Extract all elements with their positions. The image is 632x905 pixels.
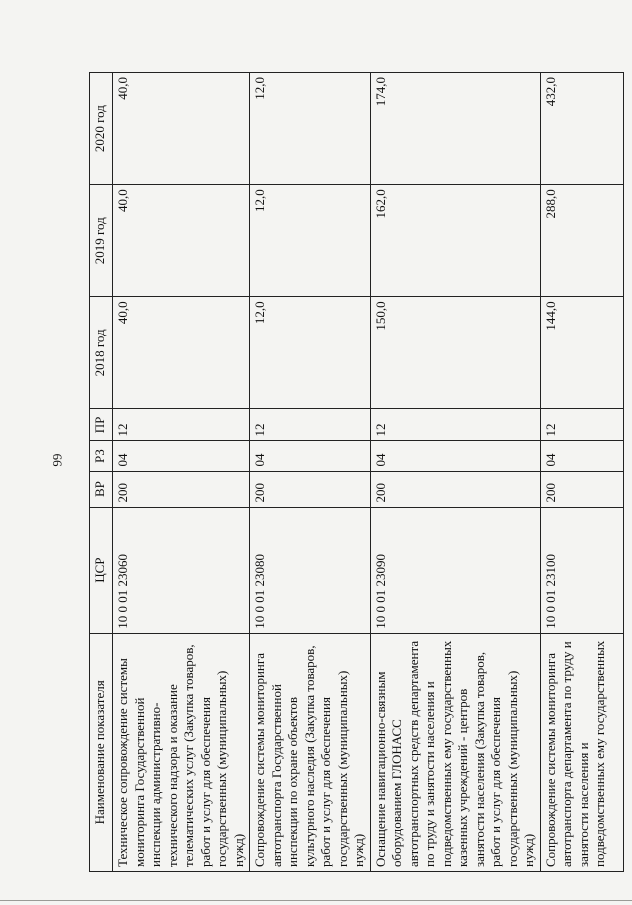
row-2019: 12,0	[250, 185, 371, 297]
row-name: Сопровождение системы мониторинга автотранспорта Государственной инспекции по охране объектов культурного наследия (Закупка товаров, работ и услуг для обеспечения государственных (муниципальных) нужд)	[250, 633, 371, 871]
row-name: Оснащение навигационно-связным оборудованием ГЛОНАСС автотранспортных средств департамента по труду и занятости населения и подведомственных ему государственных казенных учреждений - центров занятости населения (Закупка товаров, работ и услуг для обеспечения государственных (муниципальных) нужд)	[370, 633, 540, 871]
row-pr: 12	[370, 409, 540, 441]
header-2018: 2018 год	[90, 297, 113, 409]
table-row	[113, 73, 250, 872]
row-pr: 12	[113, 409, 250, 441]
header-pr: ПР	[90, 409, 113, 441]
row-2019: 288,0	[540, 185, 623, 297]
table-header-row	[90, 73, 113, 872]
row-2020: 432,0	[540, 73, 623, 185]
row-2018: 40,0	[113, 297, 250, 409]
header-vr: ВР	[90, 471, 113, 507]
row-2018: 12,0	[250, 297, 371, 409]
row-2018: 150,0	[370, 297, 540, 409]
row-2020: 12,0	[250, 73, 371, 185]
header-2020: 2020 год	[90, 73, 113, 185]
header-name: Наименование показателя	[90, 633, 113, 871]
row-vr: 200	[250, 471, 371, 507]
header-rz: РЗ	[90, 441, 113, 471]
header-csr: ЦСР	[90, 507, 113, 633]
scan-edge-line	[0, 900, 632, 901]
row-name: Техническое сопровождение системы мониторинга Государственной инспекции административно-технического надзора и оказание телематических услуг (Закупка товаров, работ и услуг для обеспечения государственных (муниципальных) нужд)	[113, 633, 250, 871]
row-rz: 04	[113, 441, 250, 471]
row-csr: 10 0 01 23080	[250, 507, 371, 633]
table-row	[370, 73, 540, 872]
table-row	[250, 73, 371, 872]
row-csr: 10 0 01 23100	[540, 507, 623, 633]
row-rz: 04	[540, 441, 623, 471]
budget-table-container	[89, 72, 609, 872]
table-row	[540, 73, 623, 872]
page-number: 66	[50, 453, 65, 467]
row-vr: 200	[540, 471, 623, 507]
row-csr: 10 0 01 23090	[370, 507, 540, 633]
row-2018: 144,0	[540, 297, 623, 409]
row-name: Сопровождение системы мониторинга автотранспорта департамента по труду и занятости населения и подведомственных ему государственных	[540, 633, 623, 871]
row-rz: 04	[370, 441, 540, 471]
row-2019: 40,0	[113, 185, 250, 297]
row-2020: 174,0	[370, 73, 540, 185]
row-vr: 200	[370, 471, 540, 507]
row-pr: 12	[250, 409, 371, 441]
header-2019: 2019 год	[90, 185, 113, 297]
row-vr: 200	[113, 471, 250, 507]
row-pr: 12	[540, 409, 623, 441]
budget-table	[89, 72, 624, 872]
row-2019: 162,0	[370, 185, 540, 297]
row-rz: 04	[250, 441, 371, 471]
row-2020: 40,0	[113, 73, 250, 185]
row-csr: 10 0 01 23060	[113, 507, 250, 633]
